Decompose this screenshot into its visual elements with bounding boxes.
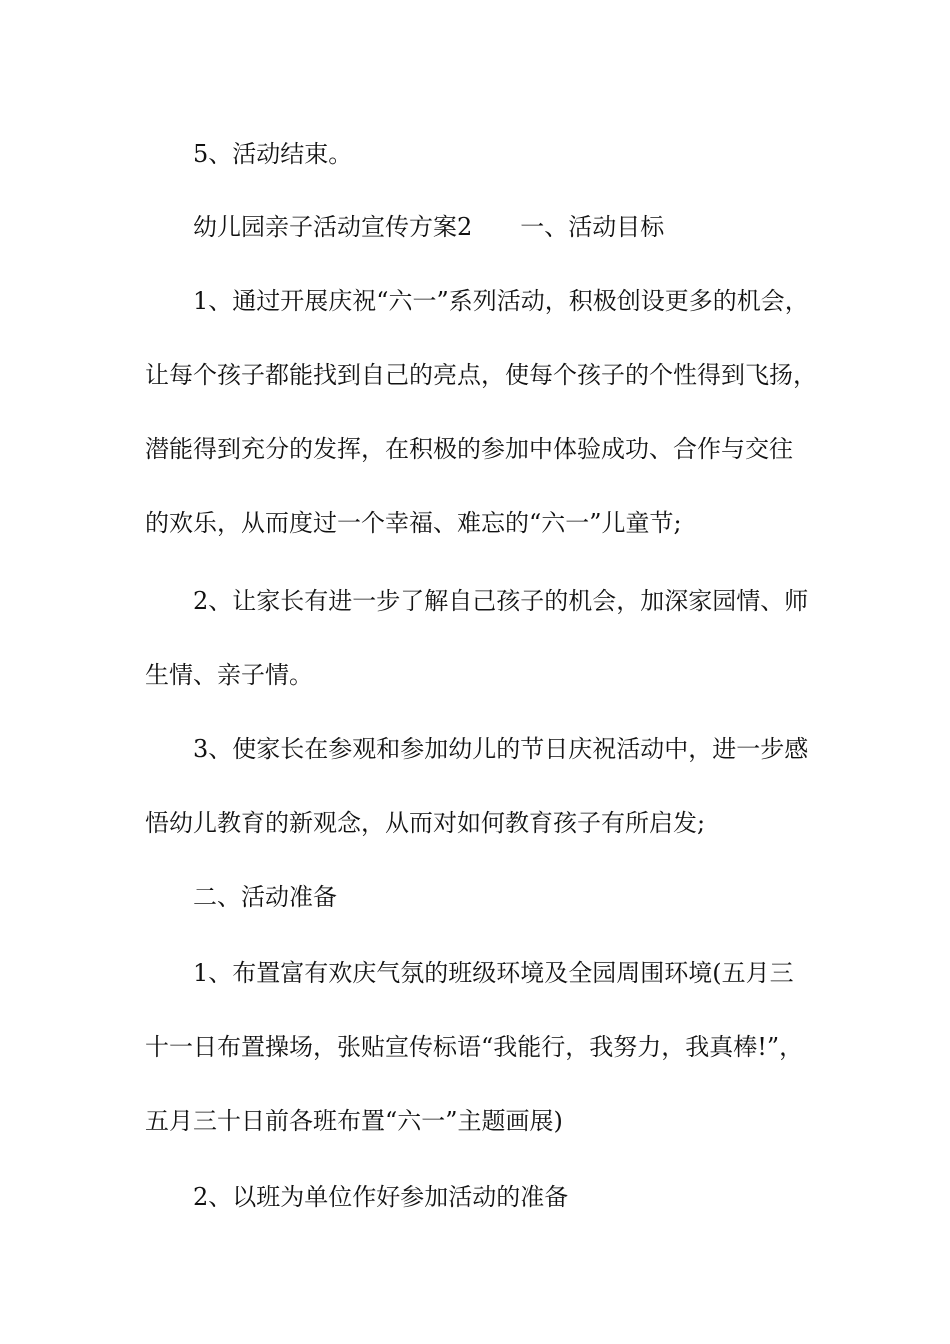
text-line-goal-1d: 的欢乐，从而度过一个幸福、难忘的“六一”儿童节;	[145, 509, 682, 537]
text-line-activity-end: 5、活动结束。	[193, 140, 353, 168]
text-line-goal-3b: 悟幼儿教育的新观念，从而对如何教育孩子有所启发;	[145, 809, 706, 837]
text-line-goal-1b: 让每个孩子都能找到自己的亮点，使每个孩子的个性得到飞扬，	[145, 361, 817, 389]
text-line-goal-1c: 潜能得到充分的发挥，在积极的参加中体验成功、合作与交往	[145, 435, 793, 463]
text-line-prep-1c: 五月三十日前各班布置“六一”主题画展)	[145, 1107, 563, 1135]
text-line-prep-1b: 十一日布置操场，张贴宣传标语“我能行，我努力，我真棒!”，	[145, 1033, 804, 1061]
text-line-prep-1a: 1、布置富有欢庆气氛的班级环境及全园周围环境(五月三	[193, 959, 794, 987]
text-line-goal-1a: 1、通过开展庆祝“六一”系列活动，积极创设更多的机会，	[193, 287, 809, 315]
text-line-goal-2a: 2、让家长有进一步了解自己孩子的机会，加深家园情、师	[193, 587, 809, 615]
section-title-plan-2: 幼儿园亲子活动宣传方案2 一、活动目标	[193, 213, 665, 241]
text-line-goal-2b: 生情、亲子情。	[145, 661, 313, 689]
text-line-goal-3a: 3、使家长在参观和参加幼儿的节日庆祝活动中，进一步感	[193, 735, 809, 763]
text-line-prep-2: 2、以班为单位作好参加活动的准备	[193, 1183, 569, 1211]
section-heading-preparation: 二、活动准备	[193, 883, 337, 911]
